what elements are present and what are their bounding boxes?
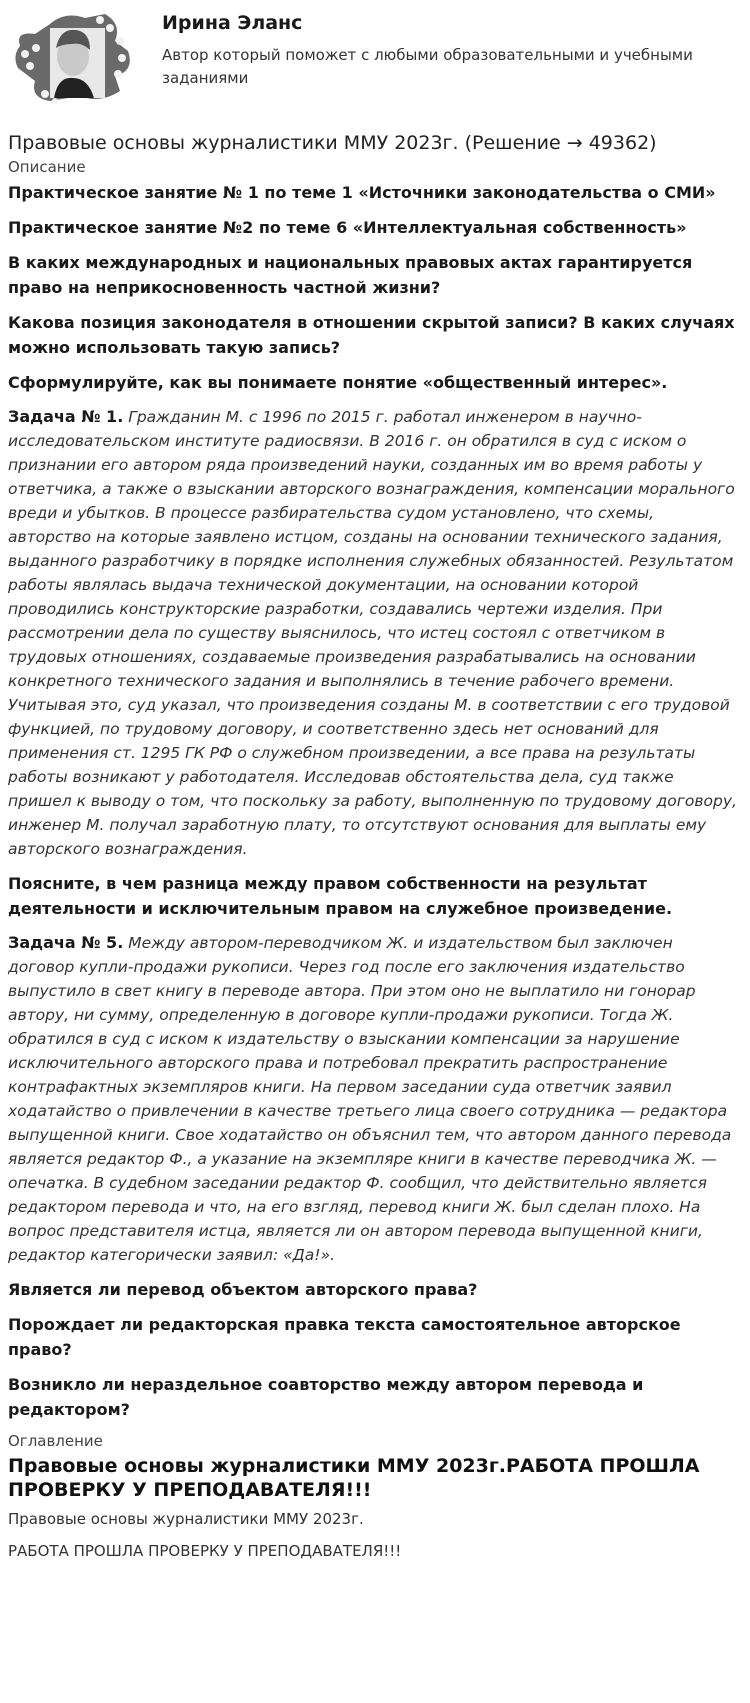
task-label: Задача № 5. (8, 933, 124, 952)
description-content (8, 180, 742, 1422)
author-bio: Автор который поможет с любыми образовательными и учебными заданиями (162, 46, 693, 87)
description-question: Является ли перевод объектом авторского права? (8, 1280, 478, 1299)
description-question: Поясните, в чем разница между правом собственности на результат деятельности и исключительным правом на служебное произведение. (8, 874, 673, 918)
author-name[interactable]: Ирина Эланс (162, 12, 303, 34)
toc-label: Оглавление (8, 1432, 103, 1450)
author-avatar[interactable] (10, 6, 140, 106)
description-question: Сформулируйте, как вы понимаете понятие «общественный интерес». (8, 373, 668, 392)
description-label: Описание (8, 158, 86, 176)
task-text: Гражданин М. с 1996 по 2015 г. работал инженером в научно-исследовательском институте радиосвязи. В 2016 г. он обратился в суд с иском о признании его автором ряда произведений науки, созданных им во время работы у ответчика, а также о взыскании авторского вознаграждения, компенсации морального вреди и убытков. В процессе разбирательства судом установлено, что схемы, авторство на которые заявлено истцом, созданы на основании технического задания, выданного разработчику в порядке исполнения служебных обязанностей. Результатом работы являлась выдача технической документации, на основании которой проводились конструкторские разработки, создавались чертежи изделия. При рассмотрении дела по существу выяснилось, что истец состоял с ответчиком в трудовых отношениях, создаваемые произведения разрабатывались на основании конкретного технического задания и выполнялись в течение рабочего времени. Учитывая это, суд указал, что произведения созданы М. в соответствии с его трудовой функцией, по трудовому договору, и соответственно здесь нет оснований для применения ст. 1295 ГК РФ о служебном произведении, а все права на результаты работы возникают у работодателя. Исследовав обстоятельства дела, суд также пришел к выводу о том, что поскольку за работу, выполненную по трудовому договору, инженер М. получал заработную плату, то отсутствуют основания для выплаты ему авторского вознаграждения. (8, 408, 737, 858)
description-question: Порождает ли редакторская правка текста самостоятельное авторское право? (8, 1315, 681, 1359)
task-1 (8, 405, 742, 861)
page-title: Правовые основы журналистики ММУ 2023г. (Решение → 49362) (8, 132, 657, 154)
author-card (8, 0, 742, 118)
task-text: Между автором-переводчиком Ж. и издательством был заключен договор купли-продажи рукописи. Через год после его заключения издательство выпустило в свет книгу в переводе автора. При этом оно не выплатило ни гонорар автору, ни сумму, определенную в договоре купли-продажи рукописи. Тогда Ж. обратился в суд с иском к издательству о взыскании компенсации за нарушение исключительного авторского права и потребовал прекратить распространение контрафактных экземпляров книги. На первом заседании суда ответчик заявил ходатайство о привлечении в качестве третьего лица своего сотрудника — редактора выпущенной книги. Свое ходатайство он объяснил тем, что автором данного перевода является редактор Ф., а указание на экземпляре книги в качестве переводчика Ж. — опечатка. В судебном заседании редактор Ф. сообщил, что действительно является редактором перевода и что, на его взгляд, перевод книги Ж. был сделан плохо. На вопрос представителя истца, является ли он автором перевода выпущенной книги, редактор категорически заявил: «Да!». (8, 934, 732, 1264)
description-question: Практическое занятие №2 по теме 6 «Интеллектуальная собственность» (8, 218, 687, 237)
description-question: Какова позиция законодателя в отношении скрытой записи? В каких случаях можно использовать такую запись? (8, 313, 735, 357)
task-label: Задача № 1. (8, 407, 124, 426)
description-question: Возникло ли нераздельное соавторство между автором перевода и редактором? (8, 1375, 644, 1419)
author-photo-icon (10, 6, 140, 106)
toc-line: РАБОТА ПРОШЛА ПРОВЕРКУ У ПРЕПОДАВАТЕЛЯ!!! (8, 1542, 402, 1560)
description-question: В каких международных и национальных правовых актах гарантируется право на неприкосновенность частной жизни? (8, 253, 693, 297)
description-question: Практическое занятие № 1 по теме 1 «Источники законодательства о СМИ» (8, 183, 716, 202)
toc-line: Правовые основы журналистики ММУ 2023г. (8, 1510, 364, 1528)
task-5 (8, 931, 742, 1267)
toc-heading: Правовые основы журналистики ММУ 2023г.РАБОТА ПРОШЛА ПРОВЕРКУ У ПРЕПОДАВАТЕЛЯ!!! (8, 1455, 700, 1501)
